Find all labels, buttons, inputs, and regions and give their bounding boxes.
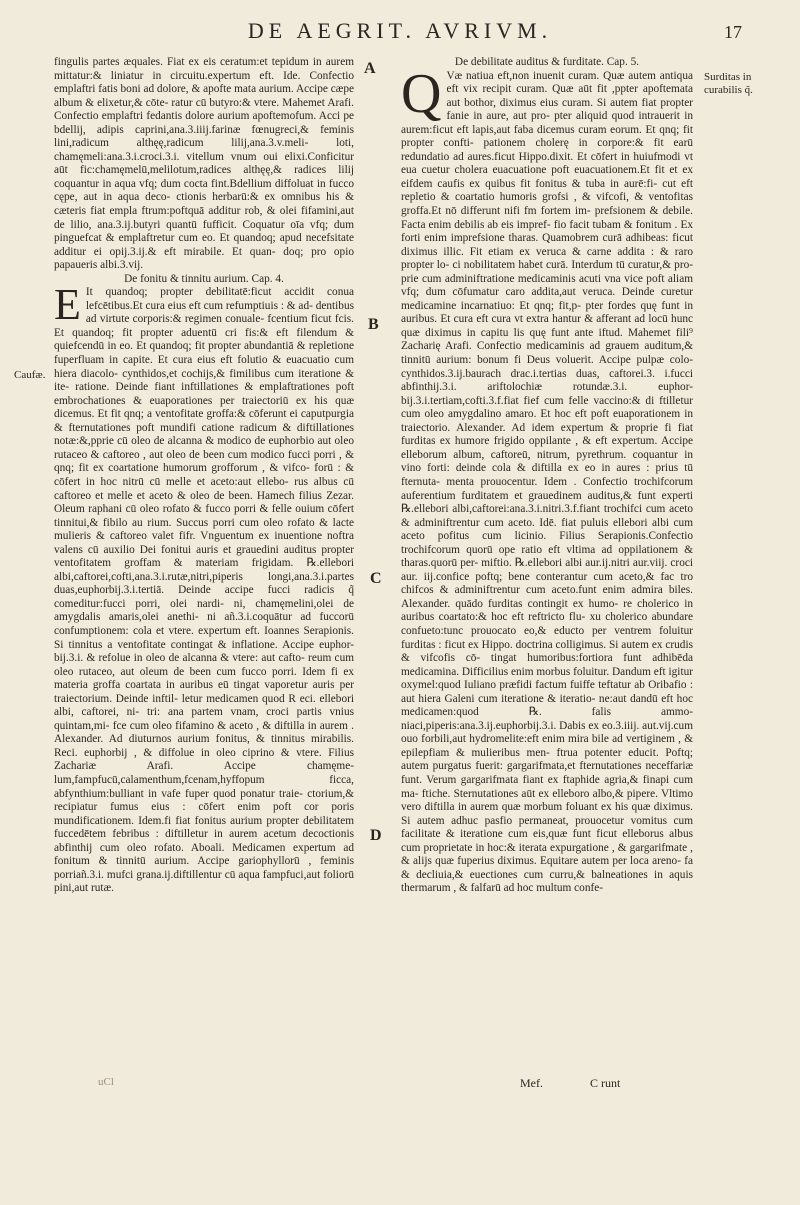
left-paragraph-2-text: It quandoq; propter debilitatē:ficut accidit conua lefcētibus.Et cura eius eft cum refumptiuis : & ad- dentibus ad virtute corporis:& regimen conuale- fcentium ficut fcis. Et quandoq; fit propter aduentū cri fis:& eft filendum & quiefcendū in eo. Et quandoq; fit propter abundantiā & repletione fuperfluam in capite. Et cura eius eft folutio & euacuatio cum hiera diacolo- cynthidos,et cochijs,& fimilibus cum iteratione & ite- ratione. Deinde fiant inftillationes & emplaftrationes poft embrochationes & euaporationes per traiectoriū ex his quæ dicemus. Et fit qnq; a ventofitate groffa:& cōferunt ei caputpurgia & fternutationes poft mundifi catione radicum & diftillationes notæ:&,pprie cū oleo de alcanna & modico de euphorbio aut oleo rutaceo & caftoreo , aut oleo de been cum modico fucci porri , & qnq; fit ex coartatione humorum grofforum , & vifco- forū : & cōfert in hoc nitrū cū melle et aceto:aut ellebo- rus albus cū caftoreo et melle et aceto & oleo de been. Hamech filius Zezar. Oleum raphani cū oleo rofato & fucco porri & felle ouium cōfert tinnitui,& fibilo au rium. Succus porri cum oleo rofato & lacte mulieris & caftoreo valet fifr. Vnguentum ex inuentione noftra valens cū auxilio Dei fonitui auris et grauedini auditus propter ventofitatem groffam & materiam frigidam. ℞.ellebori albi,caftorei,cofti,ana.3.i.rutæ,nitri,piperis longi,ana.3.i.partes duas,euphorbij.3.i.tertiā. Deinde accipe fucci radicis q̃ comeditur:fucci porri, olei nardi- ni, chamęmelini,olei de amygdalis amaris,olei anethi- ni añ.3.i.coquātur ad fuccorū confumptionem: cola et vtere. expertum eft. Ioannes Serapionis. Si tinnitus a ventofitate contingat & inflatione. Accipe euphor- bij.3.i. & refolue in oleo de alcanna & vtere: aut cafto- reum cum oleo rutaceo, aut oleum de been cum fucco porri. Idem fi ex materia groffa coartata in auribus eū tingat vaporetur auris per traiectorium. Deinde inftil- letur medicamen quod R eci. ellebori albi, caftorei, ni- tri: ana partem vnam, croci partis vnius quintam,mi- fce cum oleo fifamino & aceto , & diftilla in aurem . Alexander. Ad diuturnos aurium fonitus, & tinnitus mirabilis. Reci. euphorbij , & diffolue in oleo ciprino & vtere. Filius Zachariæ Arafi. Accipe chamęme- lum,fampfucū,calamenthum,fcenam,hyffopum ficca, abfynthium:bulliant in vafe fuper quod ponatur traie- ctorium,& recipiatur fumus eius : cōfert enim poft cor poris mundificationem. Idem.fi fiat fonitus aurium propter debilitatem fuccedētem febribus : diftilletur in aurem acetum decoctionis abfinthij cum oleo rofato. Aboali. Medicamen expertum ad fonitum & tinnitū aurium. Accipe gariophyllorū , feminis porriañ.3.i. mufci grana.ij.diftillentur cū aqua fampfuci,aut foliorū pini,aut rutæ.	[54, 286, 354, 895]
footer-left-mark: uCl	[98, 1076, 114, 1088]
margin-mark-c: C	[370, 570, 382, 587]
margin-mark-b: B	[368, 316, 379, 333]
side-note-causae: Caufæ.	[14, 369, 46, 381]
left-paragraph-1: fingulis partes æquales. Fiat ex eis ceratum:et tepidum in aurem mittatur:& liniatur in circuitu.expertum eft. Ide. Confectio emplaftri fatis boni ad dolore, & apofte mata aurium. Accipe cæpe album & elixetur,& cōte- ratur cū butyro:& vtere. Mahemet Arafi. Confectio emplaftri fedantis dolore aurium apoftemofum. Acci pe bdellij, adipis caprini,ana.3.iiij.farinæ fœnugreci,& feminis lini,radicum althęę,radicum lilij,ana.3.v.meli- loti, chamęmeli:ana.3.i.croci.3.i. vitellum vnum oui elixi.Conficitur aūt fic:chamęmelū,melilotum,radices althęę,& radices lilij coquantur in aqua vfq; dum cocta fint.Bdellium diffoluat in fucco cępe, aut in aqua deco- ctionis herbarū:& ex omnibus his & cæteris fiat empla ftrum:poftquā additur rob, & olei fifamini,aut de lilio, ana.3.ij.butyri quantū fufficit. Coquatur oīa vfq; dum pinguefcat & emplaftretur cum eo. Et quandoq; apud necefsitate additur ei opij.3.ij.& eft mirabile. Et quan- doq; pro opio papaueris albi.3.vij.	[54, 56, 354, 272]
margin-mark-d: D	[370, 827, 382, 844]
page-number: 17	[724, 22, 742, 42]
signature-mark: Mef.	[520, 1076, 543, 1090]
left-column	[54, 56, 354, 896]
chapter-4-heading: De fonitu & tinnitu aurium. Cap. 4.	[124, 272, 284, 285]
side-note-surditas: Surditas in curabilis q̃.	[704, 71, 753, 96]
footer-catchwords	[520, 1076, 664, 1091]
right-paragraph-1-text: Væ natiua eft,non inuenit curam. Quæ autem antiqua eft vix recipit curam. Quæ aūt fit ,ppter apoftemata aut bothor, diximus eius curam. Si autem fiat propter fanie in aure, aut pro- pter aliquid quod intrauerit in aurem:ficut eft lapis,aut faba dicemus curam eorum. Et qnq; fit propter confti- pationem cholerę in corpore:& fit earū redundatio ad aures.ficut Hippo.dixit. Et cōfert in huiufmodi vt eua cuetur cholera euacuatione poft euacuationem.Et fit et ex eifdem caufis ex quibus fit fonitus & tuba in aurē:fi- cut eft repletio & coartatio humoris grofsi , & vifcofi, & ventofitas groffa.Et nō differunt nifi fm fortem im- prefsionem & debile. Facta enim debilis ab eis impref- fio facit tubam & fonitum . Ex forti enim imprefsione tharas. Quamobrem curā adhibeas: ficut diximus illic. Fit etiam ex veruca & carne addita : & raro propter lo- ci nobilitatem habet curā. Interdum tū curatur,& pro- prie cum adminiftratione medicaminis acuti vna vice poft aliam vfq; dum cōfumatur caro addita,aut veruca. Deinde curetur medicamine incarnatiuo: Et qnq; fit,p- pter fordes quę funt in auribus. Et cura eft cura vt extra hantur & afferant ad locū hunc quæ diximus in capitu lis quę funt ante iftud. Mahemet fili⁹ Zacharię Arafi. Confectio medicaminis ad grauem auditum,& tinnitū aurium: bonum fi Deus voluerit. Accipe pulpæ colo- cynthidos.3.ij.baurach drac.i.tertias duas, caftorei.3. i.fucci abfinthij.3.i. ariftolochiæ rotundæ.3.i. euphor- bij.3.i.tertiam,cofti.3.f.fiat fief cum felle vaccino:& di ftilletur cum oleo amygdalino amaro. Et hoc eft poft euaporationem in traiectorio. Alexander. Ad idem expertum & proprie fi fiat furditas ex humore frigido oppilante , & eft expertum. Accipe elleborum album, caftoreū, nitrum, pyrethrum. coquantur in vino forti: deinde cola & diftilla ex eo in aures : prius tū fternuta- menta prouocentur. Idem . Confectio trochifcorum auferentium furditatem et grauedinem auditus,& funt experti ℞.ellebori albi,caftorei:ana.3.i.nitri.3.f.fiant trochifci cum aceto & adminiftrentur cum aceto. Idē. fiat puluis ellebori albi cum aceto pofitus cum licinio. Filius Serapionis.Confectio trochifcorum quorū ope ratio eft vltima ad oppilationem & tharas.quorū per- miftio. ℞.ellebori albi aur.ij.nitri aur.viij. croci aur. iij.confice poftq; bene conterantur cum aceto,& fac tro chifcos & adminiftrentur cum aceto.funt enim admira biles. Alexander. quādo furditas contingit ex humo- re cholerico in auribus coartato:& hoc eft reftricto flu- xu cholerico abundare confueto:tunc prouocato eo,& educto per ventrem foluitur furditas : ficut ex Hippo. doctrina colligimus. Si autem ex crudis & vifcofis cō- tingat humoribus:fortiora funt adhibēda medicamina. Difficilius enim morbus foluitur. Dandum eft igitur oxymel:quod Iuliano præfidi factum fuiffe teftatur ab Oribafio : aut hiera Galeni cum iteratione & iteratio- ne:aut dandū eft hoc medicamen:quod ℞. falis ammo- niaci,piperis:ana.3.ij.euphorbij.3.i. Dabis ex eo.3.iiij. aut.vij.cum ouo forbili,aut hydromelite:eft enim mira bile ad vertiginem , & epilepfiam & mulieribus men- ftrua potenter educit. Poftq; autem purgatus fuerit: gargarifmata,et fternutationes neceffariæ funt. Verum gargarifmata fiant ex ftaphide agria,& finapi cum ma- ftiche. Sternutationes aūt ex elleboro albo,& pipere. Vltimo vero diftilla in aurem quæ morbum foluant ex his quæ diximus. Si autem adhuc pasfio permaneat, prouocetur vomitus cum facilitate & iteratione cum eis,quæ funt ficut elleborus albus cum proprietate in hoc:& iterata expurgatione , & gargarifmate , & alijs quæ fuperius diximus. Equitare autem per loca areno- fa & decliuia,& euectiones cum curru,& balneationes in aquis thermarum , & falfarū ad hoc multum confe-	[401, 69, 693, 895]
dropcap-q: Q	[401, 62, 442, 125]
right-column	[401, 56, 693, 896]
margin-mark-a: A	[364, 60, 376, 77]
left-paragraph-2	[54, 280, 354, 896]
dropcap-e: E	[54, 280, 81, 330]
catchword: C runt	[590, 1076, 621, 1090]
chapter-5-heading: De debilitate auditus & furditate. Cap. 5.	[454, 56, 640, 68]
running-title: DE AEGRIT. AVRIVM.	[247, 18, 553, 43]
